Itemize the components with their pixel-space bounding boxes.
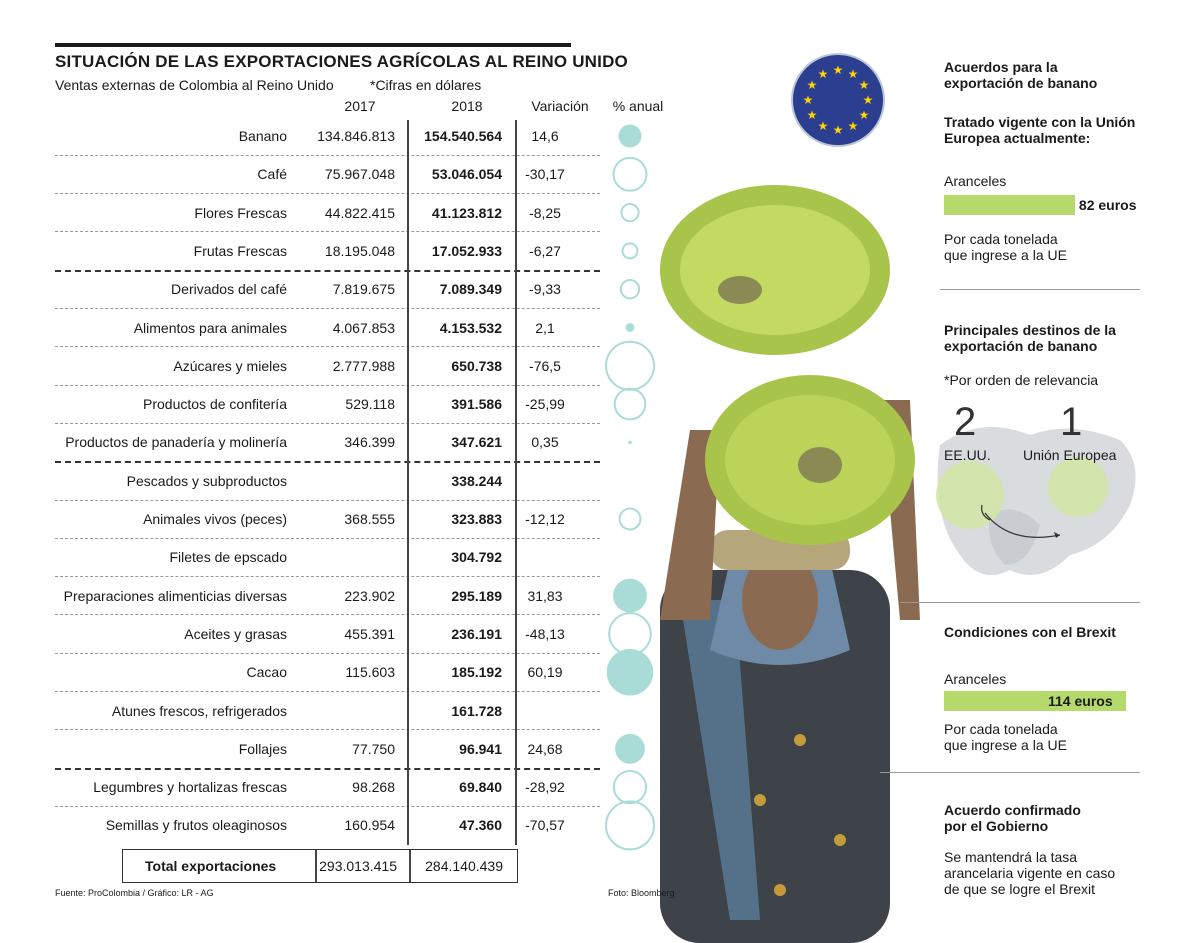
value-2017: 223.902	[344, 587, 395, 604]
col-pct-anual: % anual	[612, 98, 664, 114]
value-2018: 69.840	[459, 779, 502, 796]
aranceles2-label: Aranceles	[944, 671, 1007, 687]
value-2018: 236.191	[451, 625, 502, 642]
per-ton2-l1: Por cada tonelada	[944, 721, 1058, 737]
value-2017: 134.846.813	[317, 128, 395, 144]
divider-1	[940, 289, 1140, 290]
value-2017: 98.268	[352, 779, 395, 796]
value-2018: 338.244	[451, 472, 502, 489]
value-2018: 17.052.933	[431, 242, 502, 259]
value-2018: 96.941	[459, 740, 502, 757]
row-label: Legumbres y hortalizas frescas	[93, 779, 287, 796]
gov-text-l3: de que se logre el Brexit	[944, 881, 1095, 897]
value-2017: 529.118	[345, 396, 395, 413]
row-label: Banano	[238, 128, 287, 144]
total-2018: 284.140.439	[425, 858, 503, 874]
aranceles-label: Aranceles	[944, 173, 1007, 189]
row-label: Café	[257, 166, 287, 183]
rank-2-label: EE.UU.	[944, 447, 991, 463]
variation-value: 0,35	[531, 434, 559, 451]
total-label: Total exportaciones	[145, 858, 277, 874]
variation-value: 31,83	[527, 587, 563, 604]
variation-value: -9,33	[529, 281, 561, 298]
eu-star-icon: ★	[832, 123, 844, 137]
value-2017: 4.067.853	[332, 319, 395, 336]
value-2018: 323.883	[451, 511, 502, 527]
per-ton-l1: Por cada tonelada	[944, 231, 1058, 247]
eu-star-icon: ★	[862, 93, 874, 107]
col-2017: 2017	[344, 98, 376, 114]
usa-highlight	[936, 461, 1004, 529]
gov-l1: Acuerdo confirmado	[944, 802, 1081, 818]
row-label: Cacao	[246, 664, 287, 681]
total-row	[122, 849, 518, 883]
rank-1-label: Unión Europea	[1023, 447, 1117, 463]
row-label: Derivados del café	[171, 281, 287, 298]
value-2018: 304.792	[451, 549, 502, 566]
row-label: Follajes	[238, 740, 287, 757]
gov-text-l1: Se mantendrá la tasa	[944, 849, 1078, 865]
eu-star-icon: ★	[847, 118, 859, 133]
eu-star-icon: ★	[847, 67, 859, 82]
value-2017: 75.967.048	[324, 166, 395, 183]
eu-star-icon: ★	[806, 78, 818, 92]
units-note: *Cifras en dólares	[370, 77, 482, 93]
rank-2: 2	[954, 400, 977, 444]
tariff-brexit-label: 114 euros	[1048, 693, 1113, 709]
row-label: Filetes de epscado	[169, 549, 287, 566]
row-label: Productos de panadería y molinería	[65, 434, 287, 451]
row-label: Preparaciones alimenticias diversas	[63, 587, 287, 604]
value-2018: 185.192	[451, 664, 502, 681]
row-label: Frutas Frescas	[193, 242, 287, 259]
tariff-current-label: 82 euros	[1078, 197, 1137, 213]
value-2018: 295.189	[451, 587, 502, 604]
eu-star-icon: ★	[817, 67, 829, 82]
row-label: Productos de confitería	[143, 396, 287, 413]
value-2018: 7.089.349	[439, 281, 502, 298]
eu-title-l1: Acuerdos para la	[944, 59, 1058, 75]
per-ton2-l2: que ingrese a la UE	[944, 737, 1067, 753]
variation-value: -30,17	[525, 166, 565, 183]
eu-star-icon: ★	[832, 63, 844, 77]
value-2017: 115.603	[345, 664, 395, 681]
eu-star-icon: ★	[858, 108, 870, 122]
row-label: Alimentos para animales	[133, 319, 287, 336]
variation-value: -48,13	[525, 625, 565, 642]
eu-star-icon: ★	[802, 93, 814, 107]
bananas-upper	[660, 185, 890, 355]
col-2018: 2018	[451, 98, 483, 114]
variation-value: -6,27	[529, 242, 561, 259]
eu-star-icon: ★	[806, 108, 818, 122]
value-2018: 347.621	[451, 434, 502, 451]
col-variacion: Variación	[531, 98, 589, 114]
value-2017: 2.777.988	[332, 357, 395, 374]
chart-title: SITUACIÓN DE LAS EXPORTACIONES AGRÍCOLAS AL REINO UNIDO	[55, 52, 628, 71]
value-2017: 346.399	[344, 434, 395, 451]
row-label: Aceites y grasas	[184, 625, 287, 642]
dest-l2: exportación de banano	[944, 338, 1098, 354]
value-2017: 368.555	[344, 511, 395, 527]
gov-l2: por el Gobierno	[944, 818, 1049, 834]
eu-star-icon: ★	[817, 118, 829, 133]
value-2018: 161.728	[451, 702, 502, 719]
value-2017: 18.195.048	[324, 242, 395, 259]
row-label: Flores Frescas	[194, 204, 287, 221]
order-note: *Por orden de relevancia	[944, 372, 1099, 388]
value-2017: 44.822.415	[324, 204, 395, 221]
variation-value: -8,25	[529, 204, 561, 221]
row-label: Atunes frescos, refrigerados	[111, 702, 287, 719]
variation-value: -28,92	[525, 779, 565, 796]
photo-woman-bananas	[620, 180, 950, 943]
per-ton-l2: que ingrese a la UE	[944, 247, 1067, 263]
value-2017: 455.391	[344, 625, 395, 642]
variation-value: 2,1	[535, 319, 555, 336]
row-label: Animales vivos (peces)	[143, 511, 287, 527]
gov-text-l2: arancelaria vigente en caso	[944, 865, 1116, 881]
variation-value: -25,99	[525, 396, 565, 413]
value-2018: 41.123.812	[431, 204, 502, 221]
variation-value: 24,68	[527, 740, 563, 757]
eu-title-l2: exportación de banano	[944, 75, 1098, 91]
rank-1: 1	[1060, 400, 1083, 444]
variation-value: -70,57	[525, 817, 565, 834]
total-2017: 293.013.415	[319, 858, 397, 874]
value-2018: 53.046.054	[431, 166, 502, 183]
row-label: Semillas y frutos oleaginosos	[105, 817, 287, 834]
value-2018: 154.540.564	[424, 128, 502, 144]
tariff-current-bar	[944, 195, 1075, 215]
value-2018: 391.586	[451, 396, 502, 413]
variation-value: 14,6	[531, 128, 559, 144]
treaty-l1: Tratado vigente con la Unión	[944, 114, 1136, 130]
pct-circle-mark	[619, 125, 642, 148]
chart-subtitle: Ventas externas de Colombia al Reino Unido	[55, 77, 334, 93]
row-label: Azúcares y mieles	[173, 357, 287, 374]
divider-3	[880, 772, 1140, 773]
value-2017: 160.954	[344, 817, 395, 834]
eu-star-icon: ★	[858, 78, 870, 92]
photo-credit: Foto: Bloomberg	[608, 888, 675, 898]
value-2018: 47.360	[459, 817, 502, 834]
source-note: Fuente: ProColombia / Gráfico: LR - AG	[55, 888, 214, 898]
variation-value: 60,19	[527, 664, 563, 681]
eu-flag-icon	[790, 52, 886, 148]
variation-value: -12,12	[525, 511, 565, 527]
variation-value: -76,5	[529, 357, 561, 374]
value-2018: 650.738	[451, 357, 502, 374]
value-2017: 7.819.675	[332, 281, 395, 298]
eu-highlight	[1048, 457, 1108, 517]
value-2017: 77.750	[352, 740, 395, 757]
divider-2	[900, 602, 1140, 603]
row-label: Pescados y subproductos	[126, 472, 287, 489]
value-2018: 4.153.532	[439, 319, 502, 336]
dest-l1: Principales destinos de la	[944, 322, 1116, 338]
brexit-title: Condiciones con el Brexit	[944, 624, 1116, 640]
treaty-l2: Europea actualmente:	[944, 130, 1091, 146]
bananas-lower	[705, 375, 915, 545]
